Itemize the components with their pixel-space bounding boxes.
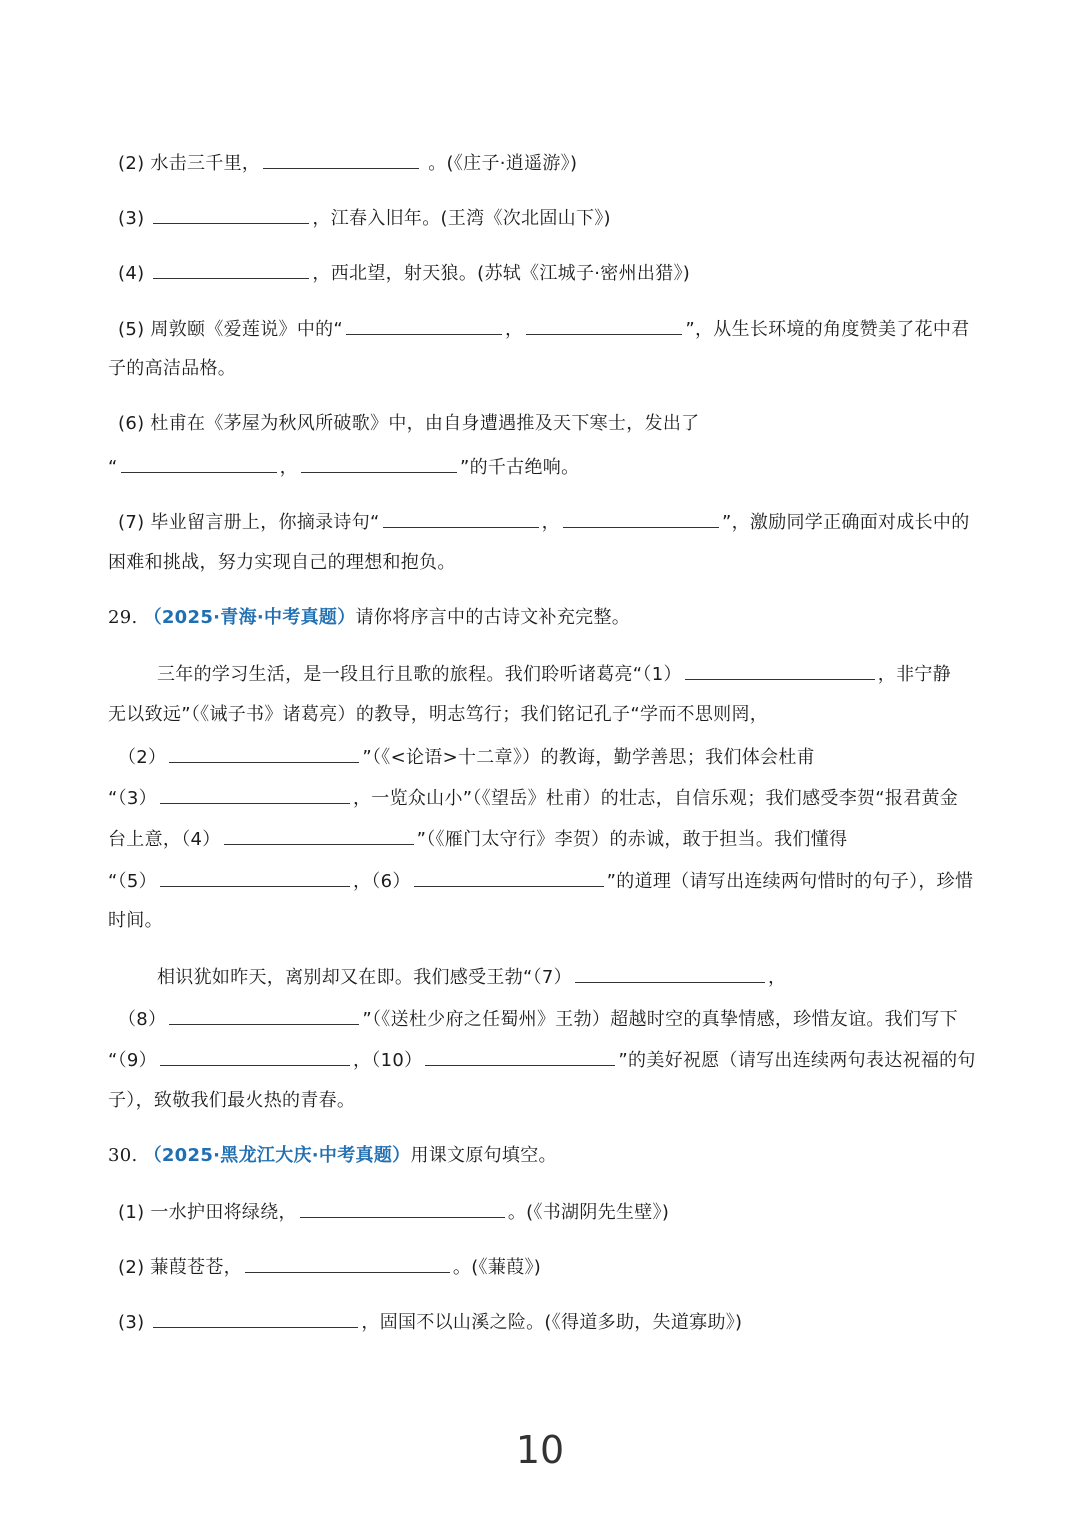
answer-blank[interactable] [563, 509, 719, 528]
question-line: 时间。 [108, 910, 163, 931]
question-header-30: 30. （2025·黑龙江大庆·中考真题）用课文原句填空。 [108, 1145, 557, 1166]
question-line: (2) 水击三千里， 。(《庄子·逍遥游》) [118, 150, 577, 176]
answer-blank[interactable] [301, 454, 457, 473]
answer-blank[interactable] [300, 1199, 505, 1218]
question-header-29: 29. （2025·青海·中考真题）请你将序言中的古诗文补充完整。 [108, 607, 631, 628]
answer-blank[interactable] [153, 1309, 358, 1328]
question-line: (4) ，西北望，射天狼。(苏轼《江城子·密州出猎》) [118, 260, 690, 286]
answer-blank[interactable] [526, 316, 682, 335]
question-line: (3) ，固国不以山溪之险。(《得道多助，失道寡助》) [118, 1309, 742, 1335]
question-line: (1) 一水护田将绿绕， 。(《书湖阴先生壁》) [118, 1199, 669, 1225]
question-line: 台上意，（4） ”（《雁门太守行》李贺）的赤诚，敢于担当。我们懂得 [108, 826, 847, 852]
answer-blank[interactable] [383, 509, 539, 528]
question-line: 相识犹如昨天，离别却又在即。我们感受王勃“（7） ， [157, 964, 786, 990]
question-line: (7) 毕业留言册上，你摘录诗句“ ， ”，激励同学正确面对成长中的 [118, 509, 970, 535]
answer-blank[interactable] [169, 744, 359, 763]
answer-blank[interactable] [153, 205, 309, 224]
answer-blank[interactable] [121, 454, 277, 473]
answer-blank[interactable] [153, 260, 309, 279]
question-line: “（9） ，（10） ”的美好祝愿（请写出连续两句表达祝福的句 [108, 1047, 976, 1073]
question-line: “（5） ，（6） ”的道理（请写出连续两句惜时的句子），珍惜 [108, 868, 973, 894]
question-line: “ ， ”的千古绝响。 [108, 454, 579, 480]
source-tag: （2025·青海·中考真题） [143, 607, 356, 628]
question-line: 困难和挑战，努力实现自己的理想和抱负。 [108, 552, 456, 573]
question-line: 三年的学习生活，是一段且行且歌的旅程。我们聆听诸葛亮“（1） ，非宁静 [157, 661, 951, 687]
answer-blank[interactable] [160, 785, 350, 804]
question-line: （2） ”（《<论语>十二章》）的教诲，勤学善思；我们体会杜甫 [118, 744, 815, 770]
answer-blank[interactable] [575, 964, 765, 983]
answer-blank[interactable] [245, 1254, 450, 1273]
answer-blank[interactable] [224, 826, 414, 845]
answer-blank[interactable] [169, 1006, 359, 1025]
answer-blank[interactable] [346, 316, 502, 335]
question-line: （8） ”（《送杜少府之任蜀州》王勃）超越时空的真挚情感，珍惜友谊。我们写下 [118, 1006, 958, 1032]
source-tag: （2025·黑龙江大庆·中考真题） [143, 1145, 411, 1166]
question-line: (3) ，江春入旧年。(王湾《次北固山下》) [118, 205, 611, 231]
answer-blank[interactable] [160, 1047, 350, 1066]
answer-blank[interactable] [414, 868, 604, 887]
question-line: 子），致敬我们最火热的青春。 [108, 1090, 356, 1111]
question-line: 子的高洁品格。 [108, 358, 237, 379]
answer-blank[interactable] [263, 150, 419, 169]
question-line: (2) 蒹葭苍苍， 。(《蒹葭》) [118, 1254, 541, 1280]
question-line: (5) 周敦颐《爱莲说》中的“ ， ”，从生长环境的角度赞美了花中君 [118, 316, 969, 342]
answer-blank[interactable] [425, 1047, 615, 1066]
answer-blank[interactable] [685, 661, 875, 680]
question-line: “（3） ，一览众山小”（《望岳》杜甫）的壮志，自信乐观；我们感受李贺“报君黄金 [108, 785, 958, 811]
question-line: (6) 杜甫在《茅屋为秋风所破歌》中，由自身遭遇推及天下寒士，发出了 [118, 413, 700, 434]
page-number: 10 [515, 1428, 565, 1472]
answer-blank[interactable] [160, 868, 350, 887]
question-line: 无以致远”（《诫子书》诸葛亮）的教导，明志笃行；我们铭记孔子“学而不思则罔， [108, 704, 769, 725]
